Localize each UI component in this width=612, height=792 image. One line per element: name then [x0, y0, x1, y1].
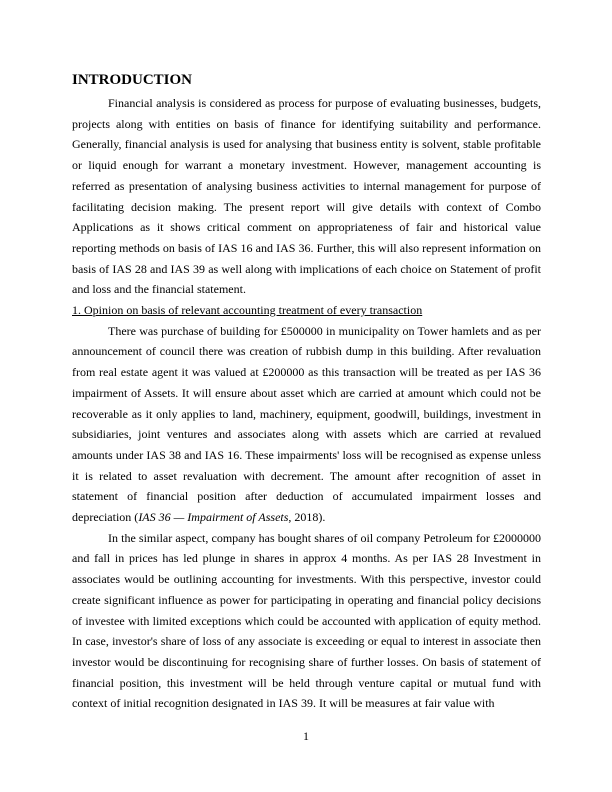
citation-suffix: , 2018).: [288, 510, 326, 525]
body-paragraph-2: In the similar aspect, company has bought shares of oil company Petroleum for £2000000 and fall in prices has led plunge in shares in approx 4 months. As per IAS 28 Investment in associates would be outlining accounting for investments. With this perspective, investor could create significant influence as power for participating in operating and financial policy decisions of investee with limited exceptions which could be accounted with application of equity method. In case, investor's share of loss of any associate is exceeding or equal to interest in associate then investor would be discontinuing for recognising share of further losses. On basis of statement of financial position, this investment will be held through venture capital or mutual fund with context of initial recognition designated in IAS 39. It will be measures at fair value with: [72, 530, 541, 711]
section-heading: INTRODUCTION: [72, 72, 193, 88]
paragraph-1-text: There was purchase of building for £500000 in municipality on Tower hamlets and as per announcement of council there was creation of rubbish dump in this building. After revaluation from real estate agent it was valued at £200000 as this transaction will be treated as per IAS 36 impairment of Assets. It will ensure about asset which are carried at amount which could not be recoverable as it only applies to land, machinery, equipment, goodwill, buildings, investment in subsidiaries, joint ventures and associates along with assets which are carried at revalued amounts under IAS 38 and IAS 16. These impairments' loss will be recognised as expense unless it is related to asset revaluation with decrement. The amount after recognition of asset in statement of financial position after deduction of accumulated impairment losses and depreciation (: [72, 323, 541, 525]
section-title: 1. Opinion on basis of relevant accounting treatment of every transaction: [72, 303, 423, 318]
citation: IAS 36 — Impairment of Assets: [138, 510, 289, 525]
page-content: [72, 70, 541, 714]
intro-paragraph: Financial analysis is considered as process for purpose of evaluating businesses, budgets, projects along with entities on basis of finance for identifying suitability and performance. Generally, financial analysis is used for analysing that business entity is solvent, stable profitable or liquid enough for warrant a monetary investment. However, management accounting is referred as presentation of analysing business activities to internal management for purpose of facilitating decision making. The present report will give details with context of Combo Applications as it shows critical comment on appropriateness of fair and historical value reporting methods on basis of IAS 16 and IAS 36. Further, this will also represent information on basis of IAS 28 and IAS 39 as well along with implications of each choice on Statement of profit and loss and the financial statement.: [72, 96, 541, 297]
page-number: 1: [303, 729, 309, 743]
body-paragraph-1: [72, 321, 541, 528]
